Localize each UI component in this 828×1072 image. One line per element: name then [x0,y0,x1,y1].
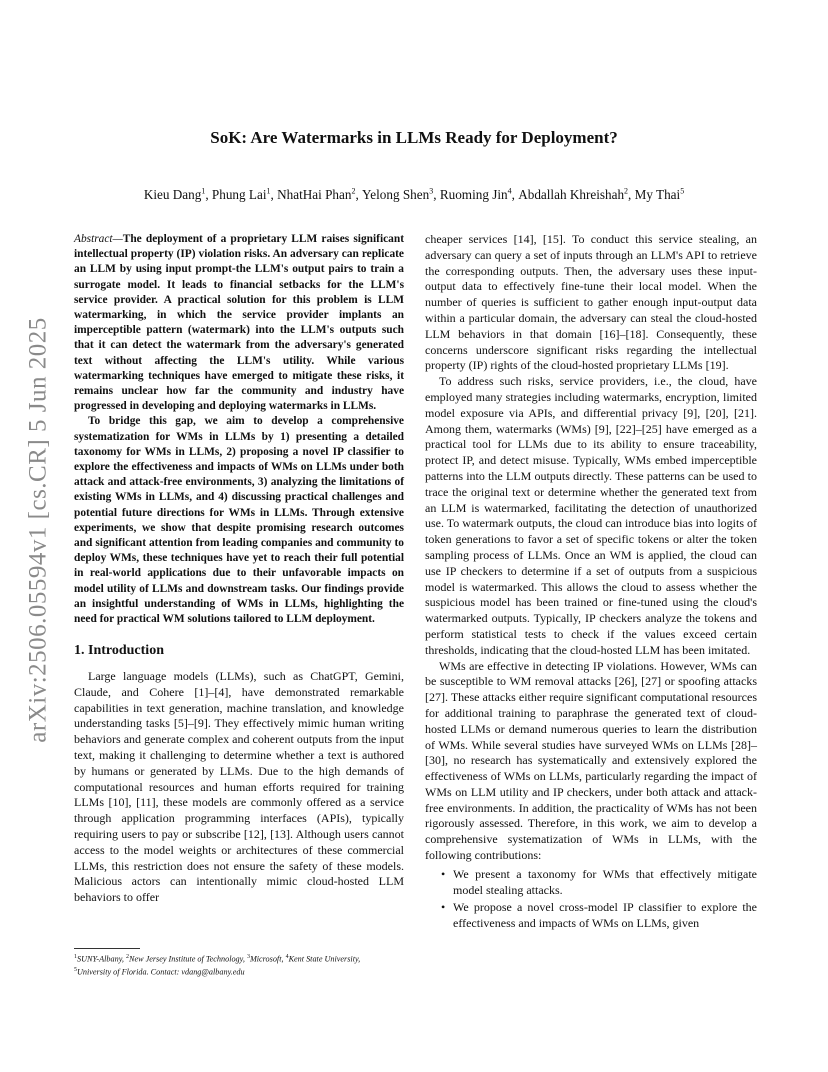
author [277,187,362,202]
bullet-icon: • [441,900,446,915]
author-separator: , [433,187,440,203]
body-paragraph-continued: cheaper services [14], [15]. To conduct this service stealing, an adversary can query a set of inputs through an LLM's API to retrieve the corresponding outputs. Then, the adversary uses these input-output data to effectively fine-tune their local model. When the number of queries is sufficient to gather enough input-output data within a particular domain, the adversary can steal the cloud-hosted LLM behaviors in that domain [16]–[18]. Consequently, these concerns underscore significant risks regarding the intellectual property (IP) rights of the cloud-hosted proprietary LLMs [19]. [425,232,757,373]
abstract [74,232,404,627]
abstract-text: The deployment of a proprietary LLM raises significant intellectual property (IP) violation risks. An adversary can replicate an LLM by using input prompt-the LLM's output pairs to train a surrogate model. It leads to financial setbacks for the LLM's service provider. A practical solution for this problem is LLM watermarking, in which the service provider implants an imperceptible pattern (watermark) into the LLM's outputs such that it can detect the watermark from the adversary's generated text without affecting the LLM's utility. While various watermarking techniques have emerged to mitigate these risks, it remains unclear how far the community and industry have progressed in developing and deploying watermarks in LLMs. [74,233,404,413]
arxiv-identifier [14,280,64,780]
bullet-icon: • [441,866,446,881]
list-item [425,900,757,932]
author-name: Yelong Shen [362,187,430,203]
author-separator: , [355,187,363,203]
footnote-divider [74,948,140,949]
footnote-text: University of Florida. Contact: vdang@albany.edu [77,967,245,977]
list-item-text: We propose a novel cross-model IP classifier to explore the effectiveness and impacts of WMs on LLMs, given [453,900,757,931]
section-heading-introduction: 1. Introduction [74,643,164,659]
author [440,187,518,202]
author-affiliation: 1 [266,187,271,196]
footnote-text: SUNY-Albany, [77,954,126,964]
body-paragraph: WMs are effective in detecting IP violations. However, WMs can be susceptible to WM removal attacks [26], [27] or spoofing attacks [27]. These attacks either require significant computational resources for additional training to paraphrase the generated text of cloud-hosted LLMs or demand numerous queries to learn the distribution of WMs. While several studies have surveyed WMs on LLMs [28]–[30], no research has systematically and extensively explored the effectiveness of WMs on LLMs, particularly regarding the impact of WMs on LLM utility and IP checkers, under both attack and attack-free environments. In addition, the practicality of WMs has not been rigorously assessed. Therefore, in this work, we aim to develop a comprehensive systematization of WMs in LLMs, with the following contributions: [425,658,757,863]
author-name: Phung Lai [211,187,267,203]
footnote-marker: 1 [74,954,77,960]
author [635,187,685,202]
arxiv-identifier-text: arXiv:2506.05594v1 [cs.CR] 5 Jun 2025 [25,317,53,743]
body-paragraph: Large language models (LLMs), such as ChatGPT, Gemini, Claude, and Cohere [1]–[4], have demonstrated remarkable capabilities in text generation, machine translation, and knowledge understanding tasks [5]–[9]. They effectively mimic human writing behaviors and generate complex and coherent outputs from the input text, making it challenging to determine whether a text is authored by humans or generated by LLMs. Due to the high demands of computational resources and human efforts required for training LLMs [10], [11], these models are commonly offered as a service through application programming interfaces (APIs), typically requiring users to pay or subscribe [12], [13]. Although users cannot access to the model weights or architectures of these commercial LLMs, this restriction does not ensure the safety of these models. Malicious actors can intentionally mimic cloud-hosted LLM behaviors to offer [74,669,404,905]
author-separator: , [628,187,635,203]
author-affiliation: 2 [624,187,629,196]
author-affiliation: 1 [201,187,206,196]
list-item [425,867,757,899]
footnote-marker: 5 [74,966,77,973]
footnote-marker: 3 [246,954,250,960]
author-name: Abdallah Khreishah [518,187,625,203]
author-affiliation: 3 [429,187,434,196]
footnote-marker: 4 [285,954,289,960]
abstract-paragraph [74,232,404,414]
author-affiliation: 4 [507,187,512,196]
introduction-body [74,669,404,906]
author [212,187,277,202]
footnote-text: Kent State University, [288,954,361,964]
author-affiliation: 2 [351,187,356,196]
left-column [74,232,404,944]
author-affiliation: 5 [680,187,685,196]
body-paragraph: To address such risks, service providers, i.e., the cloud, have employed many strategies including watermarks, encryption, limited model exposure via APIs, and differential privacy [9], [20], [21]. Among them, watermarks (WMs) [9], [22]–[25] have emerged as a practical tool for LLMs due to its ability to ensure traceability, protect IP, and detect misuse. Typically, WMs embed imperceptible patterns into the LLM outputs directly. These patterns can be used to trace the original text or determine whether the generated text from an LLM is watermarked, facilitating the detection of unauthorized use. To watermark outputs, the cloud can introduce bias into logits of token generations to favor a set of specific tokens or alter the token sampling process of LLMs. Once an WM is applied, the cloud can use IP checkers to determine if a set of outputs from a suspicious model is watermarked. This allows the cloud to assess whether the suspicious model has been trained or fine-tuned using the cloud's watermarked outputs. Typically, IP checkers analyze the tokens and perform statistical tests to check if the values exceed certain thresholds, indicating that the cloud-hosted LLM has been imitated. [425,374,757,657]
author-name: NhatHai Phan [277,187,352,203]
author-name: My Thai [634,187,681,203]
author-separator: , [205,187,212,203]
author [144,187,212,202]
author-list [0,187,828,203]
author-separator: , [511,187,519,203]
abstract-paragraph: To bridge this gap, we aim to develop a comprehensive systematization for WMs in LLMs by 1) presenting a detailed taxonomy for WMs in LLMs, 2) proposing a novel IP classifier to explore the effectiveness and impacts of WMs on LLMs under both attack and attack-free environments, 3) analyzing the limitations of existing WMs in LLMs, and 4) discussing practical challenges and potential future directions for WMs in LLMs. Through extensive experiments, we show that despite promising research outcomes and significant attention from leading companies and community to deploy WMs, these techniques have yet to reach their full potential in real-world applications due to their unfavorable impacts on model utility of LLMs and downstream tasks. Our findings provide an insightful understanding of WMs in LLMs, highlighting the need for practical WM solutions tailored to LLM deployment. [74,415,404,626]
abstract-label: Abstract [74,233,113,245]
footnote-marker: 2 [125,954,129,960]
contribution-list [425,867,757,932]
author [362,187,440,202]
footnote-text: Microsoft, [249,954,286,964]
paper-title: SoK: Are Watermarks in LLMs Ready for Deployment? [210,128,618,147]
author [518,187,634,202]
author-name: Kieu Dang [143,187,202,203]
author-separator: , [270,187,278,203]
list-item-text: We present a taxonomy for WMs that effectively mitigate model stealing attacks. [453,866,757,897]
author-name: Ruoming Jin [439,187,508,203]
footnote-text: New Jersey Institute of Technology, [128,954,247,964]
abstract-dash: — [112,233,123,245]
right-column [425,232,757,982]
affiliation-footnote [74,952,404,977]
